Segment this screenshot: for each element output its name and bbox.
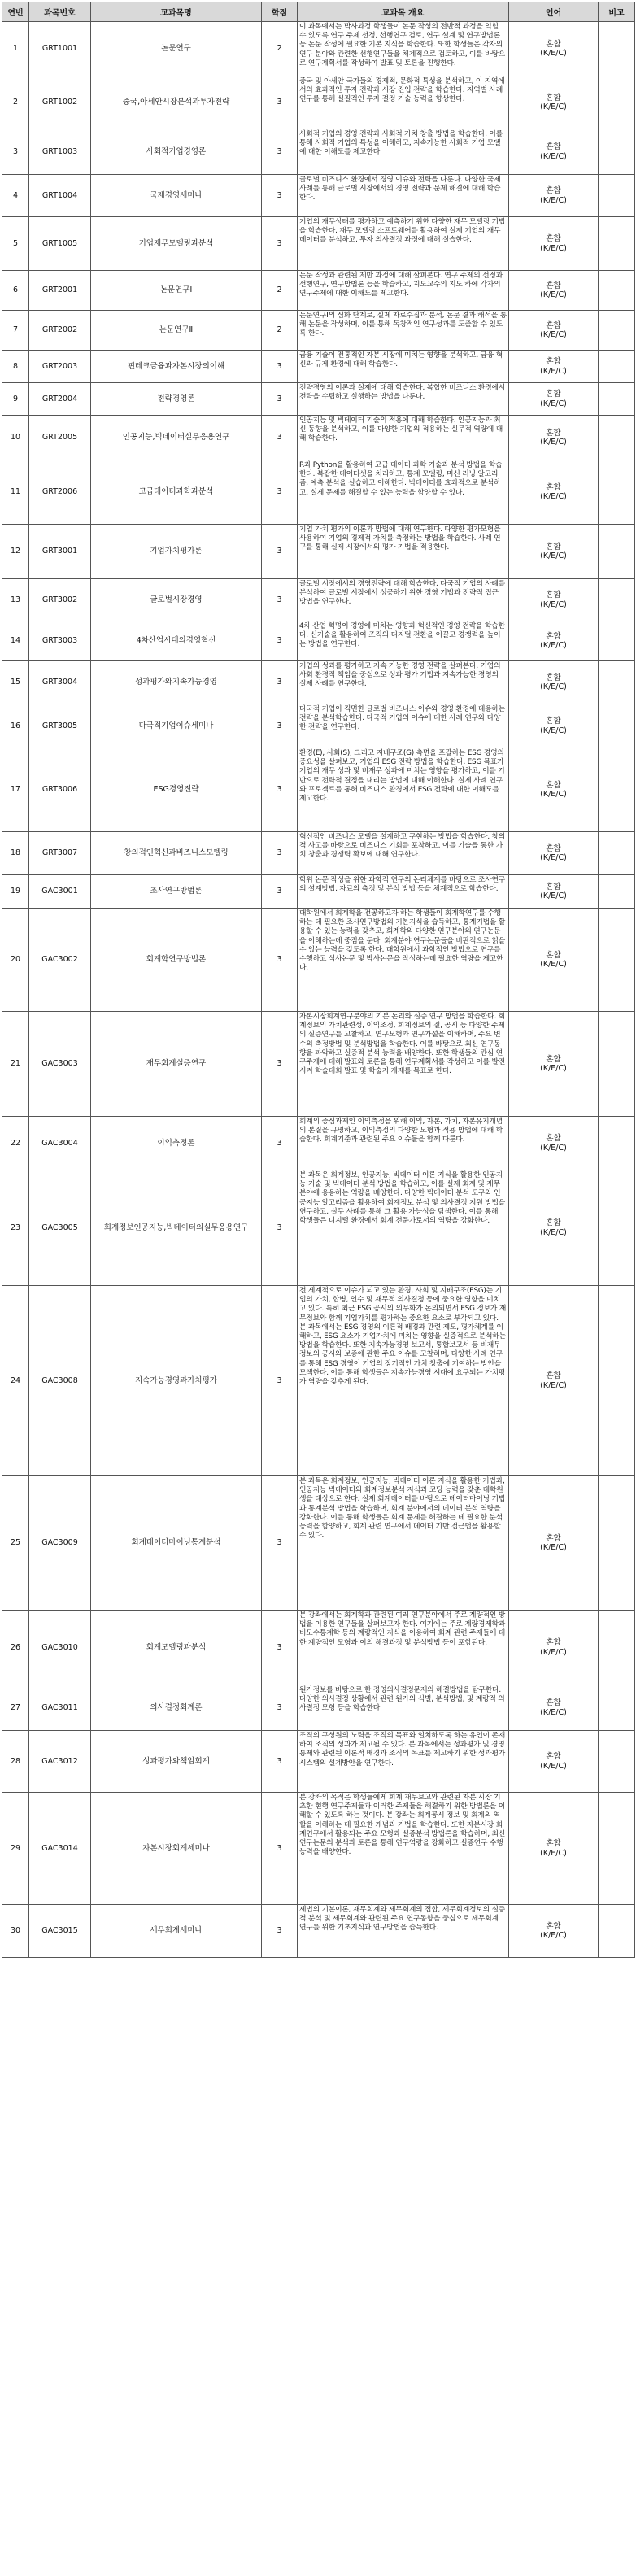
course-language: 혼합 (K/E/C): [509, 383, 599, 416]
course-code: GRT3004: [29, 661, 91, 704]
course-credit: 3: [262, 875, 298, 909]
table-row: [2, 1905, 635, 1958]
row-number: 20: [2, 909, 29, 1012]
course-code: GAC3012: [29, 1731, 91, 1793]
course-summary: R과 Python을 활용하여 고급 데이터 과학 기술과 분석 방법을 학습한다. 복잡한 데이터셋을 처리하고, 통계 모델링, 머신 러닝 알고리즘, 예측 분석을 실습하고 이해한다. 빅데이터를 효과적으로 분석하고, 실제 문제를 해결할 수 있는 능력을 함양할 수 있다.: [298, 460, 509, 525]
course-credit: 3: [262, 1012, 298, 1117]
course-summary: 원가정보를 바탕으로 한 경영의사결정문제의 해결방법을 탐구한다. 다양한 의사결정 상황에서 관련 원가의 식별, 분석방법, 및 계량적 의사결정 모형 등을 학습한다.: [298, 1685, 509, 1731]
course-code: GRT1004: [29, 175, 91, 217]
course-code: GRT2001: [29, 271, 91, 311]
course-name: 고급데이터과학과분석: [91, 460, 262, 525]
row-number: 14: [2, 621, 29, 661]
table-row: [2, 271, 635, 311]
course-language: 혼합 (K/E/C): [509, 1731, 599, 1793]
course-language: 혼합 (K/E/C): [509, 22, 599, 76]
course-credit: 3: [262, 175, 298, 217]
row-number: 23: [2, 1170, 29, 1286]
course-code: GRT2002: [29, 311, 91, 351]
course-credit: 3: [262, 1611, 298, 1685]
course-name: 의사결정회계론: [91, 1685, 262, 1731]
course-name: 논문연구Ⅰ: [91, 271, 262, 311]
course-credit: 3: [262, 748, 298, 832]
row-number: 26: [2, 1611, 29, 1685]
table-row: [2, 875, 635, 909]
course-summary: 기업 가치 평가의 이론과 방법에 대해 연구한다. 다양한 평가모형을 사용하여 기업의 경제적 가치를 측정하는 방법을 학습한다. 사례 연구를 통해 실제 시장에서의 평가 기법을 적용한다.: [298, 525, 509, 579]
course-language: 혼합 (K/E/C): [509, 351, 599, 383]
course-name: 논문연구: [91, 22, 262, 76]
course-code: GAC3003: [29, 1012, 91, 1117]
table-row: [2, 909, 635, 1012]
row-number: 10: [2, 416, 29, 460]
course-name: 지속가능경영과가치평가: [91, 1286, 262, 1476]
row-number: 29: [2, 1793, 29, 1905]
course-summary: 본 과목은 회계정보, 인공지능, 빅데이터 이론 지식을 활용한 인공지능 기술 및 빅데이터 분석 방법을 학습하고, 이를 실제 회계 및 재무 분야에 응용하는 역량을 배양한다. 다양한 빅데이터 분석 도구와 인공지능 알고리즘을 활용하여 회계정보 분석 및 의사결정 지원 방법을 연구하고, 실무 사례를 통해 그 활용 가능성을 탐색한다. 이를 통해 학생들은 디지털 환경에서 회계 전문가로서의 역량을 강화한다.: [298, 1170, 509, 1286]
row-number: 12: [2, 525, 29, 579]
course-credit: 3: [262, 621, 298, 661]
table-row: [2, 1476, 635, 1611]
course-language: 혼합 (K/E/C): [509, 1012, 599, 1117]
table-row: [2, 351, 635, 383]
course-summary: 4차 산업 혁명이 경영에 미치는 영향과 혁신적인 경영 전략을 학습한다. 신기술을 활용하여 조직의 디지털 전환을 이끌고 경쟁력을 높이는 방법을 연구한다.: [298, 621, 509, 661]
table-row: [2, 661, 635, 704]
header-note: 비고: [599, 2, 635, 22]
table-row: [2, 76, 635, 129]
course-language: 혼합 (K/E/C): [509, 416, 599, 460]
row-number: 5: [2, 217, 29, 271]
row-number: 4: [2, 175, 29, 217]
table-row: [2, 175, 635, 217]
header-credit: 학점: [262, 2, 298, 22]
row-number: 16: [2, 704, 29, 748]
row-number: 18: [2, 832, 29, 875]
course-summary: 논문 작성과 관련된 제반 과정에 대해 살펴본다. 연구 주제의 선정과 선행연구, 연구방법론 등을 학습하고, 지도교수의 지도 하에 각자의 연구주제에 대한 이해도를 제고한다.: [298, 271, 509, 311]
course-summary: 혁신적인 비즈니스 모델을 설계하고 구현하는 방법을 학습한다. 창의적 사고를 바탕으로 비즈니스 기회를 포착하고, 이를 기술을 통한 가치 창출과 경쟁력 확보에 대해 연구한다.: [298, 832, 509, 875]
course-summary: 금융 기술이 전통적인 자본 시장에 미치는 영향을 분석하고, 금융 혁신과 규제 환경에 대해 학습한다.: [298, 351, 509, 383]
row-number: 24: [2, 1286, 29, 1476]
header-summary: 교과목 개요: [298, 2, 509, 22]
course-language: 혼합 (K/E/C): [509, 748, 599, 832]
course-name: 성과평가와책임회계: [91, 1731, 262, 1793]
course-credit: 2: [262, 271, 298, 311]
row-number: 25: [2, 1476, 29, 1611]
course-code: GAC3001: [29, 875, 91, 909]
course-credit: 3: [262, 832, 298, 875]
course-name: 회계학연구방법론: [91, 909, 262, 1012]
course-name: 인공지능,빅데이터실무응용연구: [91, 416, 262, 460]
course-code: GRT3007: [29, 832, 91, 875]
course-credit: 3: [262, 217, 298, 271]
course-summary: 인공지능 및 빅데이터 기술의 적용에 대해 학습한다. 인공지능과 최신 동향을 분석하고, 이를 다양한 기업의 적용하는 실무적 역량에 대해 학습한다.: [298, 416, 509, 460]
course-credit: 3: [262, 416, 298, 460]
header-row: [2, 2, 635, 22]
course-code: GRT3001: [29, 525, 91, 579]
course-code: GRT1001: [29, 22, 91, 76]
course-language: 혼합 (K/E/C): [509, 525, 599, 579]
course-name: 회계모델링과분석: [91, 1611, 262, 1685]
course-credit: 3: [262, 351, 298, 383]
course-note: [599, 621, 635, 661]
course-credit: 3: [262, 1286, 298, 1476]
course-summary: 중국 및 아세안 국가들의 경제적, 문화적 특성을 분석하고, 이 지역에서의 효과적인 투자 전략과 시장 진입 전략을 학습한다. 지역별 사례 연구를 통해 실질적인 투자 결정 기술 능력을 향상한다.: [298, 76, 509, 129]
course-summary: 전략경영의 이론과 실제에 대해 학습한다. 복합한 비즈니스 환경에서 전략을 수립하고 실행하는 방법을 다룬다.: [298, 383, 509, 416]
table-row: [2, 217, 635, 271]
row-number: 7: [2, 311, 29, 351]
course-note: [599, 271, 635, 311]
course-note: [599, 1905, 635, 1958]
table-row: [2, 1286, 635, 1476]
row-number: 30: [2, 1905, 29, 1958]
course-note: [599, 525, 635, 579]
course-summary: 본 과목은 회계정보, 인공지능, 빅데이터 이론 지식을 활용한 기법과, 인공지능 빅데이터와 회계정보분석 지식과 코딩 능력을 갖춘 대학원생을 대상으로 한다. 실제 회계데이터를 바탕으로 데이터마이닝 기법과 통계분석 방법을 학습하며, 회계 분야에서의 데이터 분석 역량을 강화한다. 이를 통해 학생들은 회계 문제를 해결하는 데 필요한 분석 능력을 함양하고, 회계 관련 연구에서 데이터 기반 접근법을 활용할 수 있다.: [298, 1476, 509, 1611]
row-number: 15: [2, 661, 29, 704]
header-no: 연번: [2, 2, 29, 22]
course-note: [599, 661, 635, 704]
course-language: 혼합 (K/E/C): [509, 1905, 599, 1958]
course-summary: 학위 논문 작성을 위한 과학적 연구의 논리체계를 바탕으로 조사연구의 설계방법, 자료의 측정 및 분석 방법 등을 체계적으로 학습한다.: [298, 875, 509, 909]
course-name: 전략경영론: [91, 383, 262, 416]
course-note: [599, 129, 635, 175]
course-name: ESG경영전략: [91, 748, 262, 832]
course-name: 세무회계세미나: [91, 1905, 262, 1958]
course-language: 혼합 (K/E/C): [509, 76, 599, 129]
course-code: GAC3015: [29, 1905, 91, 1958]
row-number: 9: [2, 383, 29, 416]
course-summary: 본 강좌에서는 회계학과 관련된 여러 연구분야에서 주로 계량적인 방법을 이용한 연구들을 살펴보고자 한다. 여기에는 주로 계량경제학과 비모수통계학 등의 계량적인 지식을 이용하여 회계 관련 주제들에 대한 계량적인 모형과 이의 해결과정 및 분석방법 등이 포함된다.: [298, 1611, 509, 1685]
row-number: 21: [2, 1012, 29, 1117]
course-code: GRT2005: [29, 416, 91, 460]
course-note: [599, 217, 635, 271]
course-code: GRT3002: [29, 579, 91, 621]
course-note: [599, 832, 635, 875]
table-row: [2, 460, 635, 525]
row-number: 1: [2, 22, 29, 76]
course-language: 혼합 (K/E/C): [509, 271, 599, 311]
course-summary: 글로벌 비즈니스 환경에서 경영 이슈와 전략을 다룬다. 다양한 국제 사례를 통해 글로벌 시장에서의 경영 전략과 문제 해결에 대해 학습한다.: [298, 175, 509, 217]
course-name: 글로벌시장경영: [91, 579, 262, 621]
table-row: [2, 129, 635, 175]
course-code: GRT1003: [29, 129, 91, 175]
course-summary: 이 과목에서는 박사과정 학생들이 논문 작성의 전반적 과정을 익힐 수 있도록 연구 주제 선정, 선행연구 검토, 연구 설계 및 연구방법론 등 논문 작성에 필요한 기본 지식을 학습한다. 또한 학생들은 각자의 연구 분야와 관련한 선행연구들을 체계적으로 검토하고, 이를 바탕으로 연구계획서를 작성하여 발표 및 토론을 진행한다.: [298, 22, 509, 76]
course-credit: 2: [262, 22, 298, 76]
course-name: 창의적인혁신과비즈니스모델링: [91, 832, 262, 875]
table-row: [2, 621, 635, 661]
course-credit: 2: [262, 311, 298, 351]
course-note: [599, 416, 635, 460]
course-summary: 다국적 기업이 직면한 글로벌 비즈니스 이슈와 경영 환경에 대응하는 전략을 분석학습한다. 다국적 기업의 이슈에 대한 사례 연구와 다양한 전략을 연구한다.: [298, 704, 509, 748]
course-name: 성과평가와지속가능경영: [91, 661, 262, 704]
course-name: 핀테크금융과자본시장의이해: [91, 351, 262, 383]
course-note: [599, 1286, 635, 1476]
row-number: 27: [2, 1685, 29, 1731]
course-code: GRT2004: [29, 383, 91, 416]
course-name: 회계데이터마이닝통계분석: [91, 1476, 262, 1611]
table-row: [2, 1731, 635, 1793]
course-note: [599, 579, 635, 621]
table-row: [2, 704, 635, 748]
course-note: [599, 22, 635, 76]
course-note: [599, 351, 635, 383]
row-number: 22: [2, 1117, 29, 1170]
course-note: [599, 175, 635, 217]
course-name: 다국적기업이슈세미나: [91, 704, 262, 748]
course-name: 재무회계실증연구: [91, 1012, 262, 1117]
course-credit: 3: [262, 579, 298, 621]
course-note: [599, 1117, 635, 1170]
course-note: [599, 1476, 635, 1611]
course-credit: 3: [262, 525, 298, 579]
course-language: 혼합 (K/E/C): [509, 1793, 599, 1905]
course-name: 자본시장회계세미나: [91, 1793, 262, 1905]
course-credit: 3: [262, 1117, 298, 1170]
course-note: [599, 460, 635, 525]
row-number: 17: [2, 748, 29, 832]
course-credit: 3: [262, 1476, 298, 1611]
course-credit: 3: [262, 460, 298, 525]
course-language: 혼합 (K/E/C): [509, 621, 599, 661]
course-language: 혼합 (K/E/C): [509, 579, 599, 621]
course-language: 혼합 (K/E/C): [509, 1611, 599, 1685]
course-summary: 기업의 성과를 평가하고 지속 가능한 경영 전략을 살펴본다. 기업의 사회 환경적 책임을 중심으로 성과 평가 기법과 지속가능한 경영의 실제 사례를 연구한다.: [298, 661, 509, 704]
course-language: 혼합 (K/E/C): [509, 129, 599, 175]
course-note: [599, 875, 635, 909]
course-language: 혼합 (K/E/C): [509, 311, 599, 351]
course-language: 혼합 (K/E/C): [509, 1117, 599, 1170]
course-table-body: [2, 22, 635, 1958]
course-language: 혼합 (K/E/C): [509, 460, 599, 525]
course-language: 혼합 (K/E/C): [509, 909, 599, 1012]
table-row: [2, 416, 635, 460]
course-code: GAC3005: [29, 1170, 91, 1286]
course-code: GRT2003: [29, 351, 91, 383]
table-row: [2, 748, 635, 832]
course-name: 회계정보인공지능,빅데이터의실무응용연구: [91, 1170, 262, 1286]
row-number: 19: [2, 875, 29, 909]
course-name: 기업가치평가론: [91, 525, 262, 579]
course-name: 국제경영세미나: [91, 175, 262, 217]
course-summary: 자본시장회계연구분야의 기본 논리와 실증 연구 방법을 학습한다. 회계정보의 가치관련성, 이익조정, 회계정보의 질, 공시 등 다양한 주제의 실증연구를 고찰하고, 연구모형과 연구가설을 이해하며, 주요 변수의 측정방법 및 분석방법을 학습한다. 이를 바탕으로 최신 연구동향을 파악하고 실증적 분석 능력을 배양한다. 또한 학생들의 관심 연구주제에 대해 발표와 토론을 통해 연구계획서를 작성하고 이를 발전시켜 학술대회 발표 및 학술지 게재를 목표로 한다.: [298, 1012, 509, 1117]
table-row: [2, 311, 635, 351]
table-row: [2, 525, 635, 579]
header-name: 교과목명: [91, 2, 262, 22]
course-code: GAC3009: [29, 1476, 91, 1611]
course-summary: 글로벌 시장에서의 경영전략에 대해 학습한다. 다국적 기업의 사례를 분석하여 글로벌 시장에서 성공하기 위한 경영 기법과 전략적 접근 방법을 연구한다.: [298, 579, 509, 621]
course-summary: 대학원에서 회계학을 전공하고자 하는 학생들이 회계학연구를 수행하는 데 필요한 조사연구방법의 기본지식을 습득하고, 통계기법을 활용할 수 있는 능력을 갖추고, 회계학의 다양한 연구분야의 연구논문을 이해하는데 중점을 둔다. 회계분야 연구논문들을 비판적으로 읽을 수 있는 능력을 갖도록 한다. 대학원에서 과학적인 방법으로 연구를 수행하고 석사논문 및 박사논문을 작성하는데 필요한 역량을 제고한다.: [298, 909, 509, 1012]
course-note: [599, 1170, 635, 1286]
course-language: 혼합 (K/E/C): [509, 704, 599, 748]
course-code: GAC3011: [29, 1685, 91, 1731]
header-code: 과목번호: [29, 2, 91, 22]
course-summary: 사회적 기업의 경영 전략과 사회적 가치 창출 방법을 학습한다. 이를 통해 사회적 기업의 특성을 이해하고, 지속가능한 사회적 기업 모델에 대한 이해도를 제고한다.: [298, 129, 509, 175]
row-number: 3: [2, 129, 29, 175]
course-code: GRT1005: [29, 217, 91, 271]
course-summary: 회계의 중심과제인 이익측정을 위해 이익, 자본, 가치, 자본유지개념의 본질을 규명하고, 이익측정의 다양한 모형과 적용 방법에 대해 학습한다. 회계기준과 관련된 주요 이슈들을 함께 다룬다.: [298, 1117, 509, 1170]
course-credit: 3: [262, 1685, 298, 1731]
row-number: 2: [2, 76, 29, 129]
row-number: 11: [2, 460, 29, 525]
course-note: [599, 1685, 635, 1731]
course-summary: 세법의 기본이론, 재무회계와 세무회계의 접합, 세무회계정보의 실증적 분석 및 세무회계와 관련된 주요 연구동향을 중심으로 세무회계 연구를 위한 기초지식과 연구방법을 습득한다.: [298, 1905, 509, 1958]
row-number: 8: [2, 351, 29, 383]
course-language: 혼합 (K/E/C): [509, 217, 599, 271]
table-row: [2, 1012, 635, 1117]
course-name: 조사연구방법론: [91, 875, 262, 909]
course-note: [599, 1012, 635, 1117]
table-row: [2, 579, 635, 621]
course-code: GRT1002: [29, 76, 91, 129]
course-summary: 전 세계적으로 이슈가 되고 있는 환경, 사회 및 지배구조(ESG)는 기업의 가치, 합병, 인수 및 재무적 의사결정 등에 중요한 영향을 미치고 있다. 특히 최근 ESG 공시의 의무화가 논의되면서 ESG 정보가 재무정보와 함께 기업가치를 평가하는 중요한 요소로 부각되고 있다. 본 과목에서는 ESG 경영의 이론적 배경과 관련 제도, 평가체계를 이해하고, ESG 요소가 기업가치에 미치는 영향을 실증적으로 분석하는 방법을 학습한다. 또한 지속가능경영 보고서, 통합보고서 등 비재무 정보의 공시와 보증에 관한 주요 이슈를 고찰하며, 다양한 사례 연구를 통해 ESG 경영이 기업의 장기적인 가치 창출에 기여하는 방안을 모색한다. 이를 통해 학생들은 지속가능경영 시대에 요구되는 가치평가 역량을 갖추게 된다.: [298, 1286, 509, 1476]
course-note: [599, 1793, 635, 1905]
course-credit: 3: [262, 1170, 298, 1286]
course-name: 기업재무모델링과분석: [91, 217, 262, 271]
course-credit: 3: [262, 704, 298, 748]
course-name: 사회적기업경영론: [91, 129, 262, 175]
course-credit: 3: [262, 909, 298, 1012]
course-credit: 3: [262, 1905, 298, 1958]
course-summary: 본 강좌의 목적은 학생들에게 회계 재무보고와 관련된 자본 시장 기초한 현행 연구주제들과 이러한 주제들을 해결하기 위한 방법론을 이해할 수 있도록 하는 것이다. 본 강좌는 회계공시 정보 및 회계의 역할을 이해하는 데 필요한 개념과 기법을 학습한다. 또한 자본시장 회계연구에서 활용되는 주요 모형과 실증분석 방법론을 학습하며, 최신 연구논문의 분석과 토론을 통해 연구역량을 강화하고 실증연구 수행 능력을 배양한다.: [298, 1793, 509, 1905]
course-code: GAC3010: [29, 1611, 91, 1685]
course-summary: 환경(E), 사회(S), 그리고 지배구조(G) 측면을 포괄하는 ESG 경영의 중요성을 살펴보고, 기업의 ESG 전략 방법을 학습한다. ESG 목표가 기업의 재무 성과 및 비재무 성과에 미치는 영향을 평가하고, 이를 기반으로 전략적 결정을 내리는 방법에 대해 이해한다. 실제 사례 연구와 프로젝트를 통해 비즈니스 환경에서 ESG 전략에 대한 이해도를 제고한다.: [298, 748, 509, 832]
course-code: GRT3006: [29, 748, 91, 832]
course-note: [599, 1611, 635, 1685]
course-note: [599, 76, 635, 129]
course-code: GAC3014: [29, 1793, 91, 1905]
course-code: GAC3008: [29, 1286, 91, 1476]
course-note: [599, 311, 635, 351]
course-credit: 3: [262, 129, 298, 175]
course-note: [599, 383, 635, 416]
row-number: 28: [2, 1731, 29, 1793]
course-language: 혼합 (K/E/C): [509, 1476, 599, 1611]
course-name: 4차산업시대의경영혁신: [91, 621, 262, 661]
course-credit: 3: [262, 76, 298, 129]
course-language: 혼합 (K/E/C): [509, 175, 599, 217]
table-row: [2, 22, 635, 76]
course-note: [599, 704, 635, 748]
course-language: 혼합 (K/E/C): [509, 1286, 599, 1476]
table-row: [2, 383, 635, 416]
course-code: GRT3003: [29, 621, 91, 661]
course-credit: 3: [262, 1731, 298, 1793]
table-row: [2, 832, 635, 875]
course-language: 혼합 (K/E/C): [509, 661, 599, 704]
row-number: 6: [2, 271, 29, 311]
row-number: 13: [2, 579, 29, 621]
course-summary: 논문연구Ⅰ의 심화 단계로, 실제 자료수집과 분석, 논문 결과 해석을 통해 논문을 작성하며, 이를 통해 독창적인 연구성과를 도출할 수 있도록 한다.: [298, 311, 509, 351]
course-note: [599, 748, 635, 832]
course-name: 이익측정론: [91, 1117, 262, 1170]
table-row: [2, 1793, 635, 1905]
course-language: 혼합 (K/E/C): [509, 832, 599, 875]
table-row: [2, 1611, 635, 1685]
course-code: GRT3005: [29, 704, 91, 748]
course-code: GAC3002: [29, 909, 91, 1012]
course-summary: 기업의 재무상태를 평가하고 예측하기 위한 다양한 재무 모델링 기법을 학습한다. 재무 모델링 소프트웨어를 활용하여 실제 기업의 재무 데이터를 분석하고, 투자 의사결정 과정에 대해 실습한다.: [298, 217, 509, 271]
course-note: [599, 909, 635, 1012]
course-language: 혼합 (K/E/C): [509, 1170, 599, 1286]
course-credit: 3: [262, 383, 298, 416]
table-row: [2, 1685, 635, 1731]
course-code: GRT2006: [29, 460, 91, 525]
course-summary: 조직의 구성원의 노력을 조직의 목표와 일치하도록 하는 유인이 존재하여 조직의 성과가 제고될 수 있다. 본 과목에서는 성과평가 및 경영통제와 관련된 이론적 배경과 조직의 목표를 제고하기 위한 성과평가시스템의 설계방안을 연구한다.: [298, 1731, 509, 1793]
course-table: [2, 2, 635, 1958]
course-name: 중국,아세안시장분석과투자전략: [91, 76, 262, 129]
course-language: 혼합 (K/E/C): [509, 875, 599, 909]
course-credit: 3: [262, 1793, 298, 1905]
course-code: GAC3004: [29, 1117, 91, 1170]
header-lang: 언어: [509, 2, 599, 22]
course-note: [599, 1731, 635, 1793]
course-name: 논문연구Ⅱ: [91, 311, 262, 351]
course-language: 혼합 (K/E/C): [509, 1685, 599, 1731]
table-row: [2, 1117, 635, 1170]
table-row: [2, 1170, 635, 1286]
course-credit: 3: [262, 661, 298, 704]
